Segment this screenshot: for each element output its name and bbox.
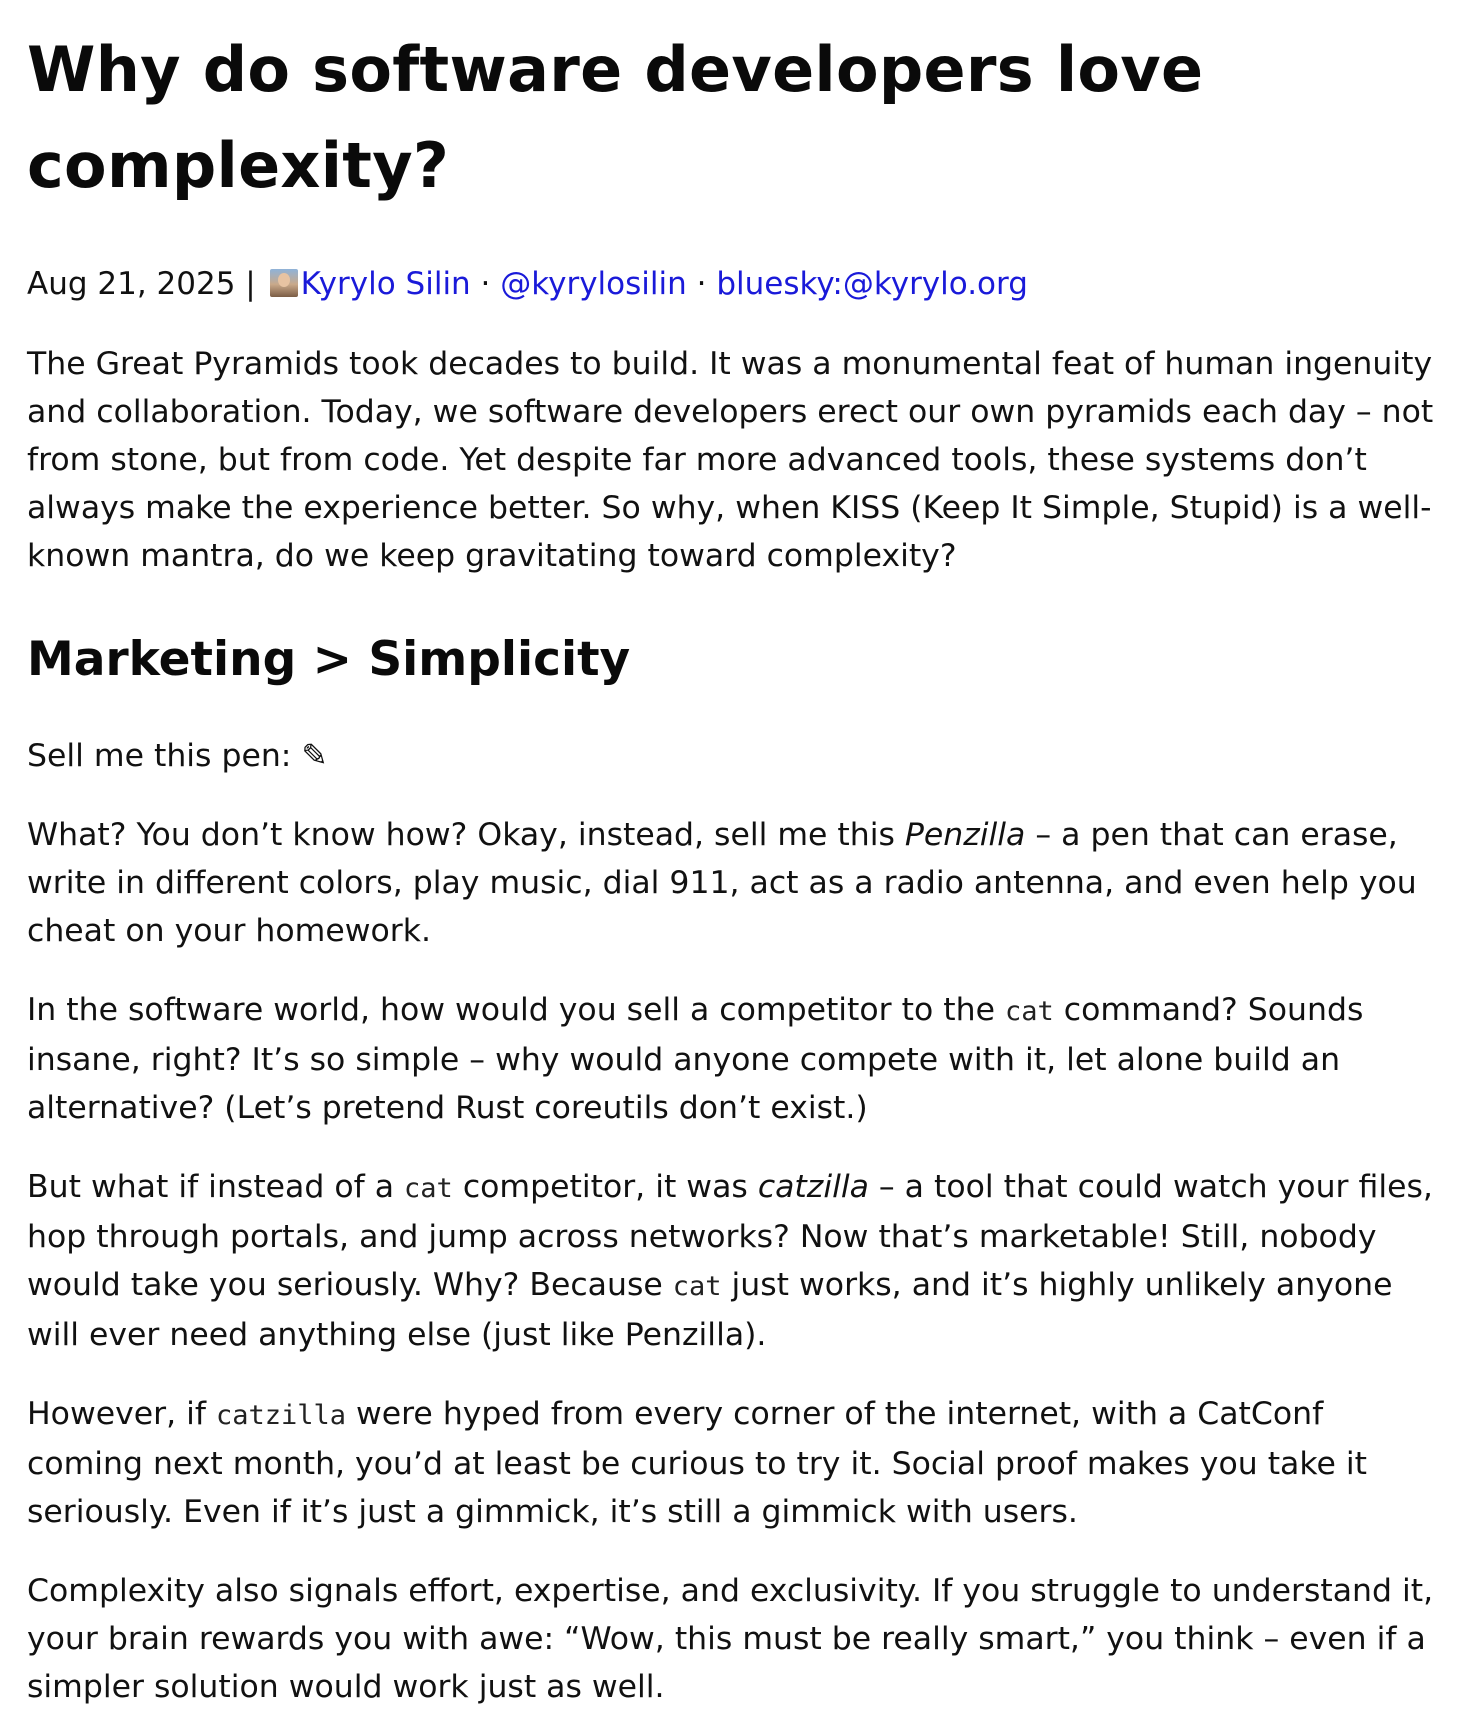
inline-code-cat: cat: [672, 1271, 722, 1302]
inline-code-catzilla: catzilla: [215, 1400, 347, 1431]
paragraph-complexity-signals: Complexity also signals effort, expertise, and exclusivity. If you struggle to understand it, your brain rewards you with awe: “Wow, this must be really smart,” you think – even if a simpler solution would work just as well.: [27, 1573, 1434, 1705]
byline-separator: |: [235, 266, 266, 302]
emphasis-catzilla: catzilla: [757, 1169, 869, 1205]
byline: [27, 262, 1447, 306]
paragraph-sell-pen: Sell me this pen: ✎: [27, 738, 328, 774]
article: [27, 22, 1447, 1711]
author-link[interactable]: Kyrylo Silin: [300, 266, 471, 302]
paragraph-social-proof: However, if catzilla were hyped from every corner of the internet, with a CatConf coming next month, you’d at least be curious to try it. Social proof makes you take it seriously. Even if it’s just a gimmick, it’s still a gimmick with users.: [27, 1396, 1367, 1530]
byline-dot: ·: [686, 266, 717, 302]
article-title: Why do software developers love complexity?: [27, 33, 1204, 202]
paragraph-penzilla: What? You don’t know how? Okay, instead, sell me this Penzilla – a pen that can erase, write in different colors, play music, dial 911, act as a radio antenna, and even help you cheat on your homework.: [27, 817, 1417, 949]
inline-code-cat: cat: [404, 1173, 453, 1204]
paragraph-cat-command: In the software world, how would you sell a competitor to the cat command? Sounds insane, right? It’s so simple – why would anyone compete with it, let alone build an alternative? (Let’s pretend Rust coreutils don’t exist.): [27, 992, 1364, 1126]
byline-dot: ·: [470, 266, 501, 302]
bluesky-link[interactable]: bluesky:@kyrylo.org: [716, 266, 1028, 302]
inline-code-cat: cat: [1005, 996, 1054, 1027]
publish-date: Aug 21, 2025: [27, 266, 236, 302]
section-heading: Marketing > Simplicity: [27, 632, 631, 687]
paragraph-catzilla: But what if instead of a cat competitor, it was catzilla – a tool that could watch your files, hop through portals, and jump across networks? Now that’s marketable! Still, nobody would take you seriously. Why? Because cat just works, and it’s highly unlikely anyone will ever need anything else (just like Penzilla).: [27, 1169, 1433, 1353]
author-avatar: [270, 269, 298, 297]
emphasis-penzilla: Penzilla: [904, 817, 1026, 853]
twitter-handle-link[interactable]: @kyrylosilin: [500, 266, 687, 302]
intro-paragraph: The Great Pyramids took decades to build. It was a monumental feat of human ingenuity and collaboration. Today, we software developers erect our own pyramids each day – not from stone, but from code. Yet despite far more advanced tools, these systems don’t always make the experience better. So why, when KISS (Keep It Simple, Stupid) is a well-known mantra, do we keep gravitating toward complexity?: [27, 346, 1434, 574]
